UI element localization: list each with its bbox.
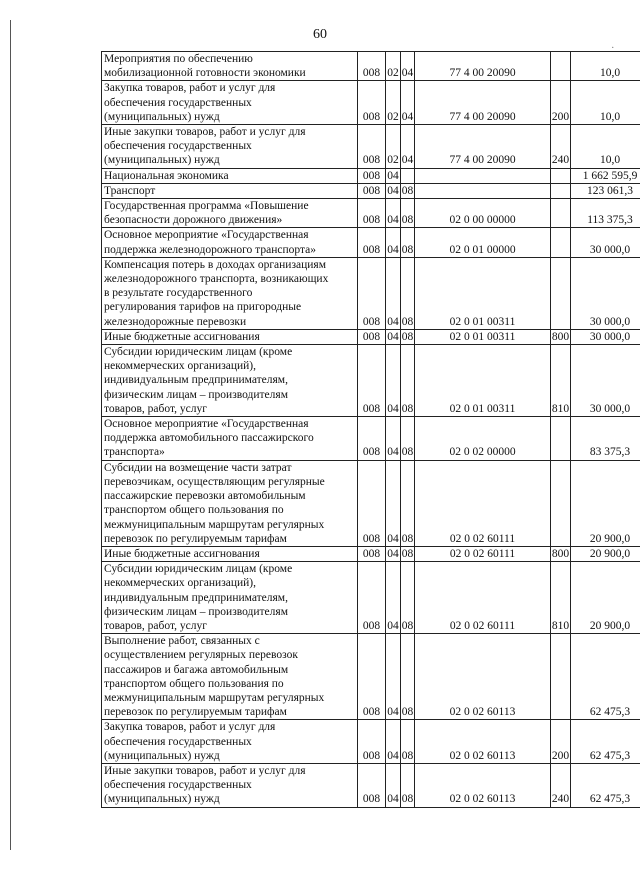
subsection-code-cell: 08 xyxy=(401,460,415,546)
subsection-code-cell: 08 xyxy=(401,634,415,720)
target-article-cell: 02 0 00 00000 xyxy=(415,199,551,228)
amount-cell: 20 900,0 xyxy=(571,562,640,634)
subsection-code-cell: 08 xyxy=(401,763,415,807)
section-code-cell: 04 xyxy=(386,460,401,546)
expense-type-cell: 800 xyxy=(551,330,570,343)
row-name-cell: Субсидии юридическим лицам (кроме некоммерческих организаций), индивидуальным предпринимателям, физическим лицам – производителям товаров, работ, услуг xyxy=(102,562,358,634)
expense-type-cell: 240 xyxy=(551,125,571,169)
table-row xyxy=(102,81,640,125)
section-code-cell: 04 xyxy=(386,228,401,257)
amount-cell: 10,0 xyxy=(571,52,640,81)
row-name-cell: Субсидии юридическим лицам (кроме некоммерческих организаций), индивидуальным предпринимателям, физическим лицам – производителям товаров, работ, услуг xyxy=(102,345,358,417)
expense-type-cell xyxy=(551,257,571,329)
target-article-cell: 02 0 02 60113 xyxy=(415,634,551,720)
row-name-cell: Транспорт xyxy=(102,183,358,198)
subsection-code-cell: 04 xyxy=(401,81,415,125)
expense-type-cell: 200 xyxy=(551,720,571,764)
subsection-code-cell: 08 xyxy=(401,547,414,560)
target-article-cell: 02 0 02 60113 xyxy=(415,720,551,764)
target-article-cell xyxy=(415,168,551,183)
section-code-cell: 04 xyxy=(386,720,401,764)
amount-cell: 62 475,3 xyxy=(571,763,640,807)
row-name-cell: Субсидии на возмещение части затрат перевозчикам, осуществляющим регулярные пассажирские перевозки автомобильным транспортом общего пользования по межмуниципальным маршрутам регулярных перевозок по регулируемым тарифам xyxy=(102,460,358,546)
section-code-cell: 04 xyxy=(386,257,401,329)
expense-type-cell xyxy=(551,52,571,81)
target-article-cell: 77 4 00 20090 xyxy=(415,52,551,81)
target-article-cell xyxy=(415,183,551,198)
row-name-cell: Иные бюджетные ассигнования xyxy=(102,546,358,561)
amount-cell: 10,0 xyxy=(571,81,640,125)
page-number: 60 xyxy=(313,27,327,42)
section-code-cell: 04 xyxy=(387,169,399,182)
budget-table-body xyxy=(102,52,640,808)
row-name-cell: Закупка товаров, работ и услуг для обеспечения государственных (муниципальных) нужд xyxy=(102,720,358,764)
page-margin-line xyxy=(10,20,11,850)
target-article-cell: 02 0 01 00311 xyxy=(415,329,551,344)
target-article-cell: 02 0 02 60113 xyxy=(415,763,551,807)
subsection-code-cell xyxy=(401,168,415,183)
expense-type-cell: 810 xyxy=(551,562,571,634)
expense-type-cell xyxy=(551,460,571,546)
section-code-cell: 04 xyxy=(387,547,399,560)
grbs-code-cell: 008 xyxy=(358,52,386,81)
section-code-cell: 02 xyxy=(386,81,401,125)
section-code-cell: 04 xyxy=(386,562,401,634)
expense-type-cell: 200 xyxy=(551,81,571,125)
section-code-cell: 02 xyxy=(386,125,401,169)
amount-cell: 30 000,0 xyxy=(571,257,640,329)
table-row xyxy=(102,329,640,344)
amount-cell: 30 000,0 xyxy=(571,329,640,344)
subsection-code-cell: 08 xyxy=(401,330,414,343)
expense-type-cell: 810 xyxy=(551,345,571,417)
target-article-cell: 02 0 01 00311 xyxy=(415,345,551,417)
table-row xyxy=(102,763,640,807)
expense-type-cell xyxy=(551,417,571,461)
grbs-code-cell: 008 xyxy=(358,345,386,417)
row-name-cell: Закупка товаров, работ и услуг для обеспечения государственных (муниципальных) нужд xyxy=(102,81,358,125)
grbs-code-cell: 008 xyxy=(358,460,386,546)
section-code-cell: 04 xyxy=(386,199,401,228)
target-article-cell: 02 0 01 00311 xyxy=(415,257,551,329)
amount-cell: 62 475,3 xyxy=(571,634,640,720)
table-row xyxy=(102,52,640,81)
amount-cell: 113 375,3 xyxy=(571,199,640,228)
grbs-code-cell: 008 xyxy=(358,81,386,125)
table-row xyxy=(102,183,640,198)
section-code-cell: 04 xyxy=(386,763,401,807)
expense-type-cell: 240 xyxy=(551,763,571,807)
budget-table xyxy=(101,51,640,808)
table-row xyxy=(102,720,640,764)
amount-cell: 10,0 xyxy=(571,125,640,169)
table-row xyxy=(102,228,640,257)
section-code-cell: 02 xyxy=(386,52,401,81)
target-article-cell: 02 0 01 00000 xyxy=(415,228,551,257)
subsection-code-cell: 08 xyxy=(401,199,415,228)
expense-type-cell xyxy=(551,199,571,228)
section-code-cell: 04 xyxy=(386,417,401,461)
grbs-code-cell: 008 xyxy=(358,183,386,198)
grbs-code-cell: 008 xyxy=(358,168,386,183)
row-name-cell: Иные закупки товаров, работ и услуг для обеспечения государственных (муниципальных) нужд xyxy=(102,125,358,169)
table-row xyxy=(102,460,640,546)
row-name-cell: Компенсация потерь в доходах организациям железнодорожного транспорта, возникающих в результате государственного регулирования тарифов на пригородные железнодорожные перевозки xyxy=(102,257,358,329)
amount-cell: 20 900,0 xyxy=(571,460,640,546)
table-row xyxy=(102,417,640,461)
grbs-code-cell: 008 xyxy=(358,199,386,228)
target-article-cell: 77 4 00 20090 xyxy=(415,81,551,125)
grbs-code-cell: 008 xyxy=(358,763,386,807)
grbs-code-cell: 008 xyxy=(358,329,386,344)
amount-cell: 83 375,3 xyxy=(571,417,640,461)
table-row xyxy=(102,634,640,720)
expense-type-cell xyxy=(551,183,571,198)
section-code-cell: 04 xyxy=(387,184,399,197)
row-name-cell: Основное мероприятие «Государственная поддержка железнодорожного транспорта» xyxy=(102,228,358,257)
row-name-cell: Иные закупки товаров, работ и услуг для обеспечения государственных (муниципальных) нужд xyxy=(102,763,358,807)
subsection-code-cell: 08 xyxy=(401,257,415,329)
table-row xyxy=(102,199,640,228)
subsection-code-cell: 04 xyxy=(401,52,415,81)
amount-cell: 123 061,3 xyxy=(571,183,640,198)
subsection-code-cell: 08 xyxy=(401,345,415,417)
grbs-code-cell: 008 xyxy=(358,720,386,764)
target-article-cell: 02 0 02 60111 xyxy=(415,460,551,546)
target-article-cell: 77 4 00 20090 xyxy=(415,125,551,169)
grbs-code-cell: 008 xyxy=(358,417,386,461)
table-row xyxy=(102,546,640,561)
row-name-cell: Мероприятия по обеспечению мобилизационной готовности экономики xyxy=(102,52,358,81)
subsection-code-cell: 08 xyxy=(401,562,415,634)
row-name-cell: Основное мероприятие «Государственная поддержка автомобильного пассажирского транспорта» xyxy=(102,417,358,461)
grbs-code-cell: 008 xyxy=(358,562,386,634)
grbs-code-cell: 008 xyxy=(358,228,386,257)
table-row xyxy=(102,562,640,634)
amount-cell: 20 900,0 xyxy=(571,546,640,561)
row-name-cell: Государственная программа «Повышение безопасности дорожного движения» xyxy=(102,199,358,228)
subsection-code-cell: 08 xyxy=(401,184,414,197)
subsection-code-cell: 08 xyxy=(401,720,415,764)
target-article-cell: 02 0 02 00000 xyxy=(415,417,551,461)
expense-type-cell xyxy=(551,228,571,257)
row-name-cell: Национальная экономика xyxy=(102,168,358,183)
section-code-cell: 04 xyxy=(386,345,401,417)
subsection-code-cell: 04 xyxy=(401,125,415,169)
scan-mark: . xyxy=(611,40,614,51)
row-name-cell: Иные бюджетные ассигнования xyxy=(102,329,358,344)
section-code-cell: 04 xyxy=(386,634,401,720)
grbs-code-cell: 008 xyxy=(358,546,386,561)
grbs-code-cell: 008 xyxy=(358,257,386,329)
table-row xyxy=(102,125,640,169)
table-row xyxy=(102,345,640,417)
expense-type-cell xyxy=(551,168,571,183)
amount-cell: 30 000,0 xyxy=(571,345,640,417)
amount-cell: 1 662 595,9 xyxy=(571,168,640,183)
subsection-code-cell: 08 xyxy=(401,417,415,461)
expense-type-cell: 800 xyxy=(551,547,570,560)
grbs-code-cell: 008 xyxy=(358,634,386,720)
subsection-code-cell: 08 xyxy=(401,228,415,257)
expense-type-cell xyxy=(551,634,571,720)
table-row xyxy=(102,257,640,329)
target-article-cell: 02 0 02 60111 xyxy=(415,562,551,634)
section-code-cell: 04 xyxy=(387,330,399,343)
target-article-cell: 02 0 02 60111 xyxy=(415,546,551,561)
table-row xyxy=(102,168,640,183)
amount-cell: 30 000,0 xyxy=(571,228,640,257)
row-name-cell: Выполнение работ, связанных с осуществлением регулярных перевозок пассажиров и багажа автомобильным транспортом общего пользования по межмуниципальным маршрутам регулярных перевозок по регулируемым тарифам xyxy=(102,634,358,720)
grbs-code-cell: 008 xyxy=(358,125,386,169)
amount-cell: 62 475,3 xyxy=(571,720,640,764)
